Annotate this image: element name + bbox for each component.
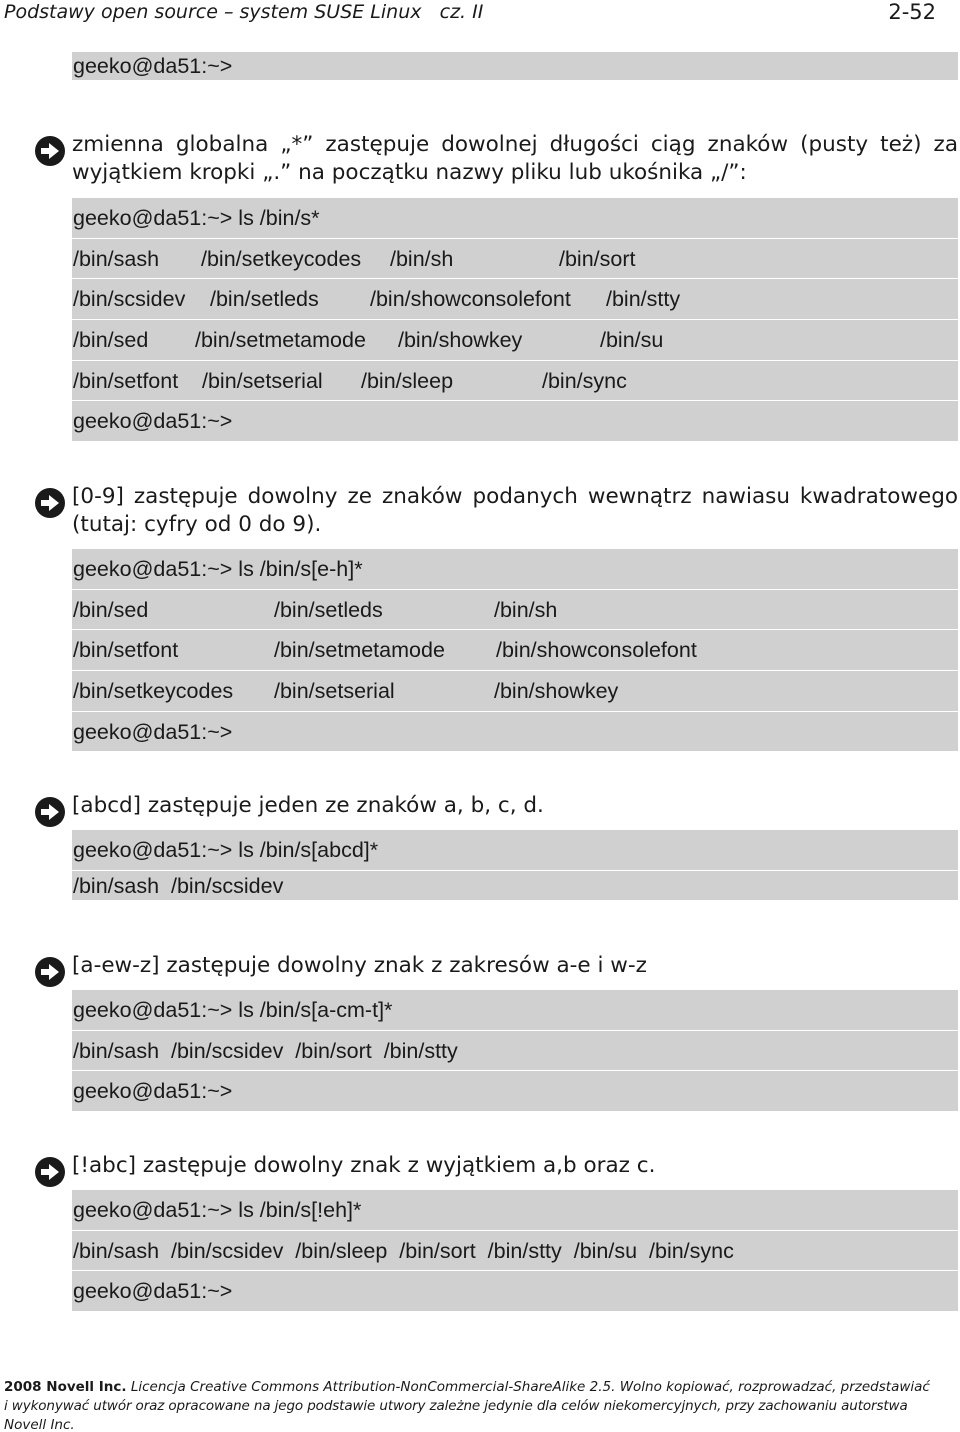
bullet-item bbox=[72, 131, 958, 187]
terminal-cell: /bin/sed bbox=[73, 328, 149, 353]
terminal-line bbox=[72, 401, 958, 442]
terminal-cell: geeko@da51:~> ls /bin/s[abcd]* bbox=[73, 838, 379, 862]
terminal-cell: geeko@da51:~> bbox=[73, 1279, 233, 1304]
terminal-cell: geeko@da51:~> bbox=[73, 1079, 233, 1104]
arrow-right-circle-icon bbox=[34, 135, 66, 167]
terminal-cell: /bin/showconsolefont bbox=[496, 638, 697, 663]
bullet-text: [0-9] zastępuje dowolny ze znaków podanych wewnątrz nawiasu kwadratowego (tutaj: cyfry od 0 do 9). bbox=[72, 484, 958, 537]
terminal-cell: /bin/setfont bbox=[73, 638, 179, 663]
terminal-block bbox=[72, 198, 958, 442]
bullet-item bbox=[72, 792, 958, 820]
terminal-line bbox=[72, 1031, 958, 1072]
bullet-text: [abcd] zastępuje jeden ze znaków a, b, c, d. bbox=[72, 793, 544, 818]
terminal-line bbox=[72, 871, 958, 901]
terminal-cell: /bin/setleds bbox=[274, 597, 383, 622]
terminal-cell: /bin/su bbox=[600, 328, 664, 353]
terminal-block bbox=[72, 1190, 958, 1312]
bullet-text: [a-ew-z] zastępuje dowolny znak z zakresów a-e i w-z bbox=[72, 953, 647, 978]
terminal-block bbox=[72, 990, 958, 1112]
bullet-item bbox=[72, 1152, 958, 1180]
terminal-cell: /bin/sash /bin/scsidev bbox=[73, 873, 284, 898]
terminal-command bbox=[72, 830, 958, 871]
terminal-cell: /bin/sash /bin/scsidev /bin/sort /bin/stty bbox=[73, 1038, 458, 1063]
terminal-line bbox=[72, 1271, 958, 1312]
bullet-item bbox=[72, 952, 958, 980]
terminal-block bbox=[72, 830, 958, 901]
arrow-right-circle-icon bbox=[34, 1156, 66, 1188]
terminal-line bbox=[72, 590, 958, 631]
footer-license-text: Novell Inc. bbox=[4, 1417, 75, 1432]
terminal-line bbox=[72, 1071, 958, 1112]
terminal-line bbox=[72, 320, 958, 361]
page-number: 2-52 bbox=[888, 0, 936, 24]
terminal-cell: geeko@da51:~> bbox=[73, 409, 233, 434]
terminal-line bbox=[72, 279, 958, 320]
terminal-line bbox=[72, 671, 958, 712]
terminal-cell: /bin/setserial bbox=[202, 368, 323, 393]
terminal-cell: /bin/showconsolefont bbox=[370, 287, 571, 312]
terminal-line bbox=[72, 1231, 958, 1272]
footer-organization: 2008 Novell Inc. bbox=[4, 1379, 127, 1395]
page-footer bbox=[4, 1378, 956, 1432]
terminal-cell: /bin/sync bbox=[542, 368, 627, 393]
terminal-cell: /bin/sash /bin/scsidev /bin/sleep /bin/sort /bin/stty /bin/su /bin/sync bbox=[73, 1238, 734, 1263]
terminal-cell: /bin/showkey bbox=[398, 328, 523, 353]
terminal-cell: /bin/setkeycodes bbox=[73, 679, 234, 704]
terminal-cell: /bin/setmetamode bbox=[195, 328, 366, 353]
terminal-command bbox=[72, 990, 958, 1031]
terminal-cell: /bin/sort bbox=[559, 246, 636, 271]
terminal-line bbox=[72, 361, 958, 402]
terminal-cell: /bin/setkeycodes bbox=[201, 246, 362, 271]
terminal-cell: /bin/setmetamode bbox=[274, 638, 445, 663]
bullet-text: zmienna globalna „*” zastępuje dowolnej długości ciąg znaków (pusty też) za wyjątkiem kropki „.” na początku nazwy pliku lub ukośnika „/”: bbox=[72, 132, 958, 185]
terminal-cell: /bin/scsidev bbox=[73, 287, 186, 312]
terminal-cell: /bin/showkey bbox=[494, 679, 619, 704]
terminal-line bbox=[72, 239, 958, 280]
terminal-command bbox=[72, 1190, 958, 1231]
footer-license-text: i wykonywać utwór oraz opracowane na jego podstawie utwory zależne jedynie dla celów niekomercyjnych, przy zachowaniu autorstwa bbox=[4, 1398, 908, 1414]
page-header bbox=[0, 0, 960, 28]
document-title: Podstawy open source – system SUSE Linux cz. II bbox=[4, 1, 484, 23]
terminal-line bbox=[72, 630, 958, 671]
terminal-cell: geeko@da51:~> bbox=[73, 719, 233, 744]
terminal-cell: /bin/sleep bbox=[361, 368, 454, 393]
bullet-text: [!abc] zastępuje dowolny znak z wyjątkiem a,b oraz c. bbox=[72, 1153, 656, 1178]
arrow-right-circle-icon bbox=[34, 487, 66, 519]
terminal-cell: /bin/setfont bbox=[73, 368, 179, 393]
footer-line bbox=[4, 1378, 956, 1397]
terminal-cell: /bin/stty bbox=[606, 287, 681, 312]
terminal-cell: geeko@da51:~> ls /bin/s[a-cm-t]* bbox=[73, 998, 393, 1022]
terminal-cell: /bin/sed bbox=[73, 597, 149, 622]
terminal-cell: /bin/sh bbox=[494, 597, 558, 622]
terminal-cell: geeko@da51:~> ls /bin/s[e-h]* bbox=[73, 557, 363, 581]
terminal-cell: geeko@da51:~> ls /bin/s* bbox=[73, 206, 320, 230]
terminal-cell: /bin/sash bbox=[73, 246, 160, 271]
terminal-cell: /bin/setserial bbox=[274, 679, 395, 704]
terminal-command bbox=[72, 198, 958, 239]
arrow-right-circle-icon bbox=[34, 956, 66, 988]
terminal-line bbox=[72, 712, 958, 753]
bullet-item bbox=[72, 483, 958, 539]
terminal-block bbox=[72, 52, 958, 81]
arrow-right-circle-icon bbox=[34, 796, 66, 828]
terminal-block bbox=[72, 549, 958, 752]
terminal-cell: /bin/sh bbox=[390, 246, 454, 271]
terminal-line: geeko@da51:~> bbox=[72, 52, 958, 81]
terminal-cell: geeko@da51:~> ls /bin/s[!eh]* bbox=[73, 1198, 362, 1222]
terminal-cell: /bin/setleds bbox=[210, 287, 319, 312]
footer-license-text: Licencja Creative Commons Attribution-NonCommercial-ShareAlike 2.5. Wolno kopiować, rozprowadzać, przedstawiać bbox=[130, 1379, 930, 1395]
terminal-command bbox=[72, 549, 958, 590]
